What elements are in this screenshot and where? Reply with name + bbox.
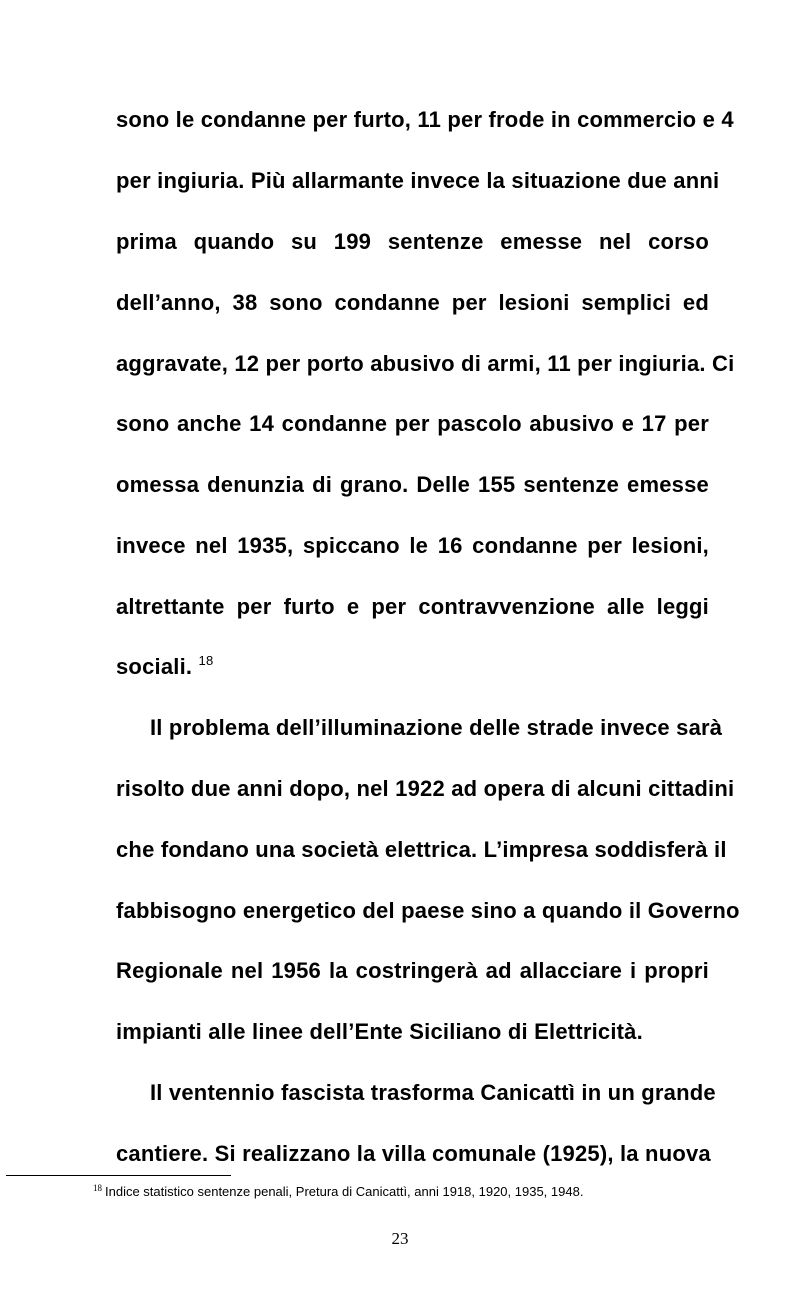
footnote-separator: [6, 1175, 231, 1176]
body-text-line: prima quando su 199 sentenze emesse nel corso: [116, 229, 709, 254]
page-number: 23: [391, 1229, 409, 1248]
body-text-line: sociali.: [116, 654, 193, 679]
body-text-last-line: [116, 652, 709, 682]
body-text-line: dell’anno, 38 sono condanne per lesioni semplici ed: [116, 290, 709, 315]
paragraph-first-line: Il problema dell’illuminazione delle strade invece sarà: [150, 715, 723, 740]
body-text-line: sono anche 14 condanne per pascolo abusivo e 17 per: [116, 411, 709, 436]
body-text-line: cantiere. Si realizzano la villa comunale (1925), la nuova: [116, 1141, 711, 1166]
footnote: [93, 1183, 583, 1201]
body-text-line: risolto due anni dopo, nel 1922 ad opera di alcuni cittadini: [116, 776, 735, 801]
footnote-text: Indice statistico sentenze penali, Pretura di Canicattì, anni 1918, 1920, 1935, 1948.: [105, 1184, 584, 1199]
body-text-line: sono le condanne per furto, 11 per frode in commercio e 4: [116, 107, 734, 132]
body-text-line: aggravate, 12 per porto abusivo di armi, 11 per ingiuria. Ci: [116, 351, 735, 376]
body-text-line: Regionale nel 1956 la costringerà ad allacciare i propri: [116, 958, 709, 983]
body-text-line: altrettante per furto e per contravvenzione alle leggi: [116, 594, 709, 619]
body-text-line: omessa denunzia di grano. Delle 155 sentenze emesse: [116, 472, 709, 497]
body-text-line: fabbisogno energetico del paese sino a quando il Governo: [116, 898, 740, 923]
paragraph-first-line: Il ventennio fascista trasforma Canicattì in un grande: [150, 1080, 716, 1105]
footnote-number: 18: [93, 1183, 102, 1193]
body-text-line: impianti alle linee dell’Ente Siciliano di Elettricità.: [116, 1019, 643, 1044]
body-text-line: per ingiuria. Più allarmante invece la situazione due anni: [116, 168, 720, 193]
body-text-line: che fondano una società elettrica. L’impresa soddisferà il: [116, 837, 727, 862]
body-text-line: invece nel 1935, spiccano le 16 condanne per lesioni,: [116, 533, 709, 558]
footnote-reference: 18: [198, 653, 214, 668]
